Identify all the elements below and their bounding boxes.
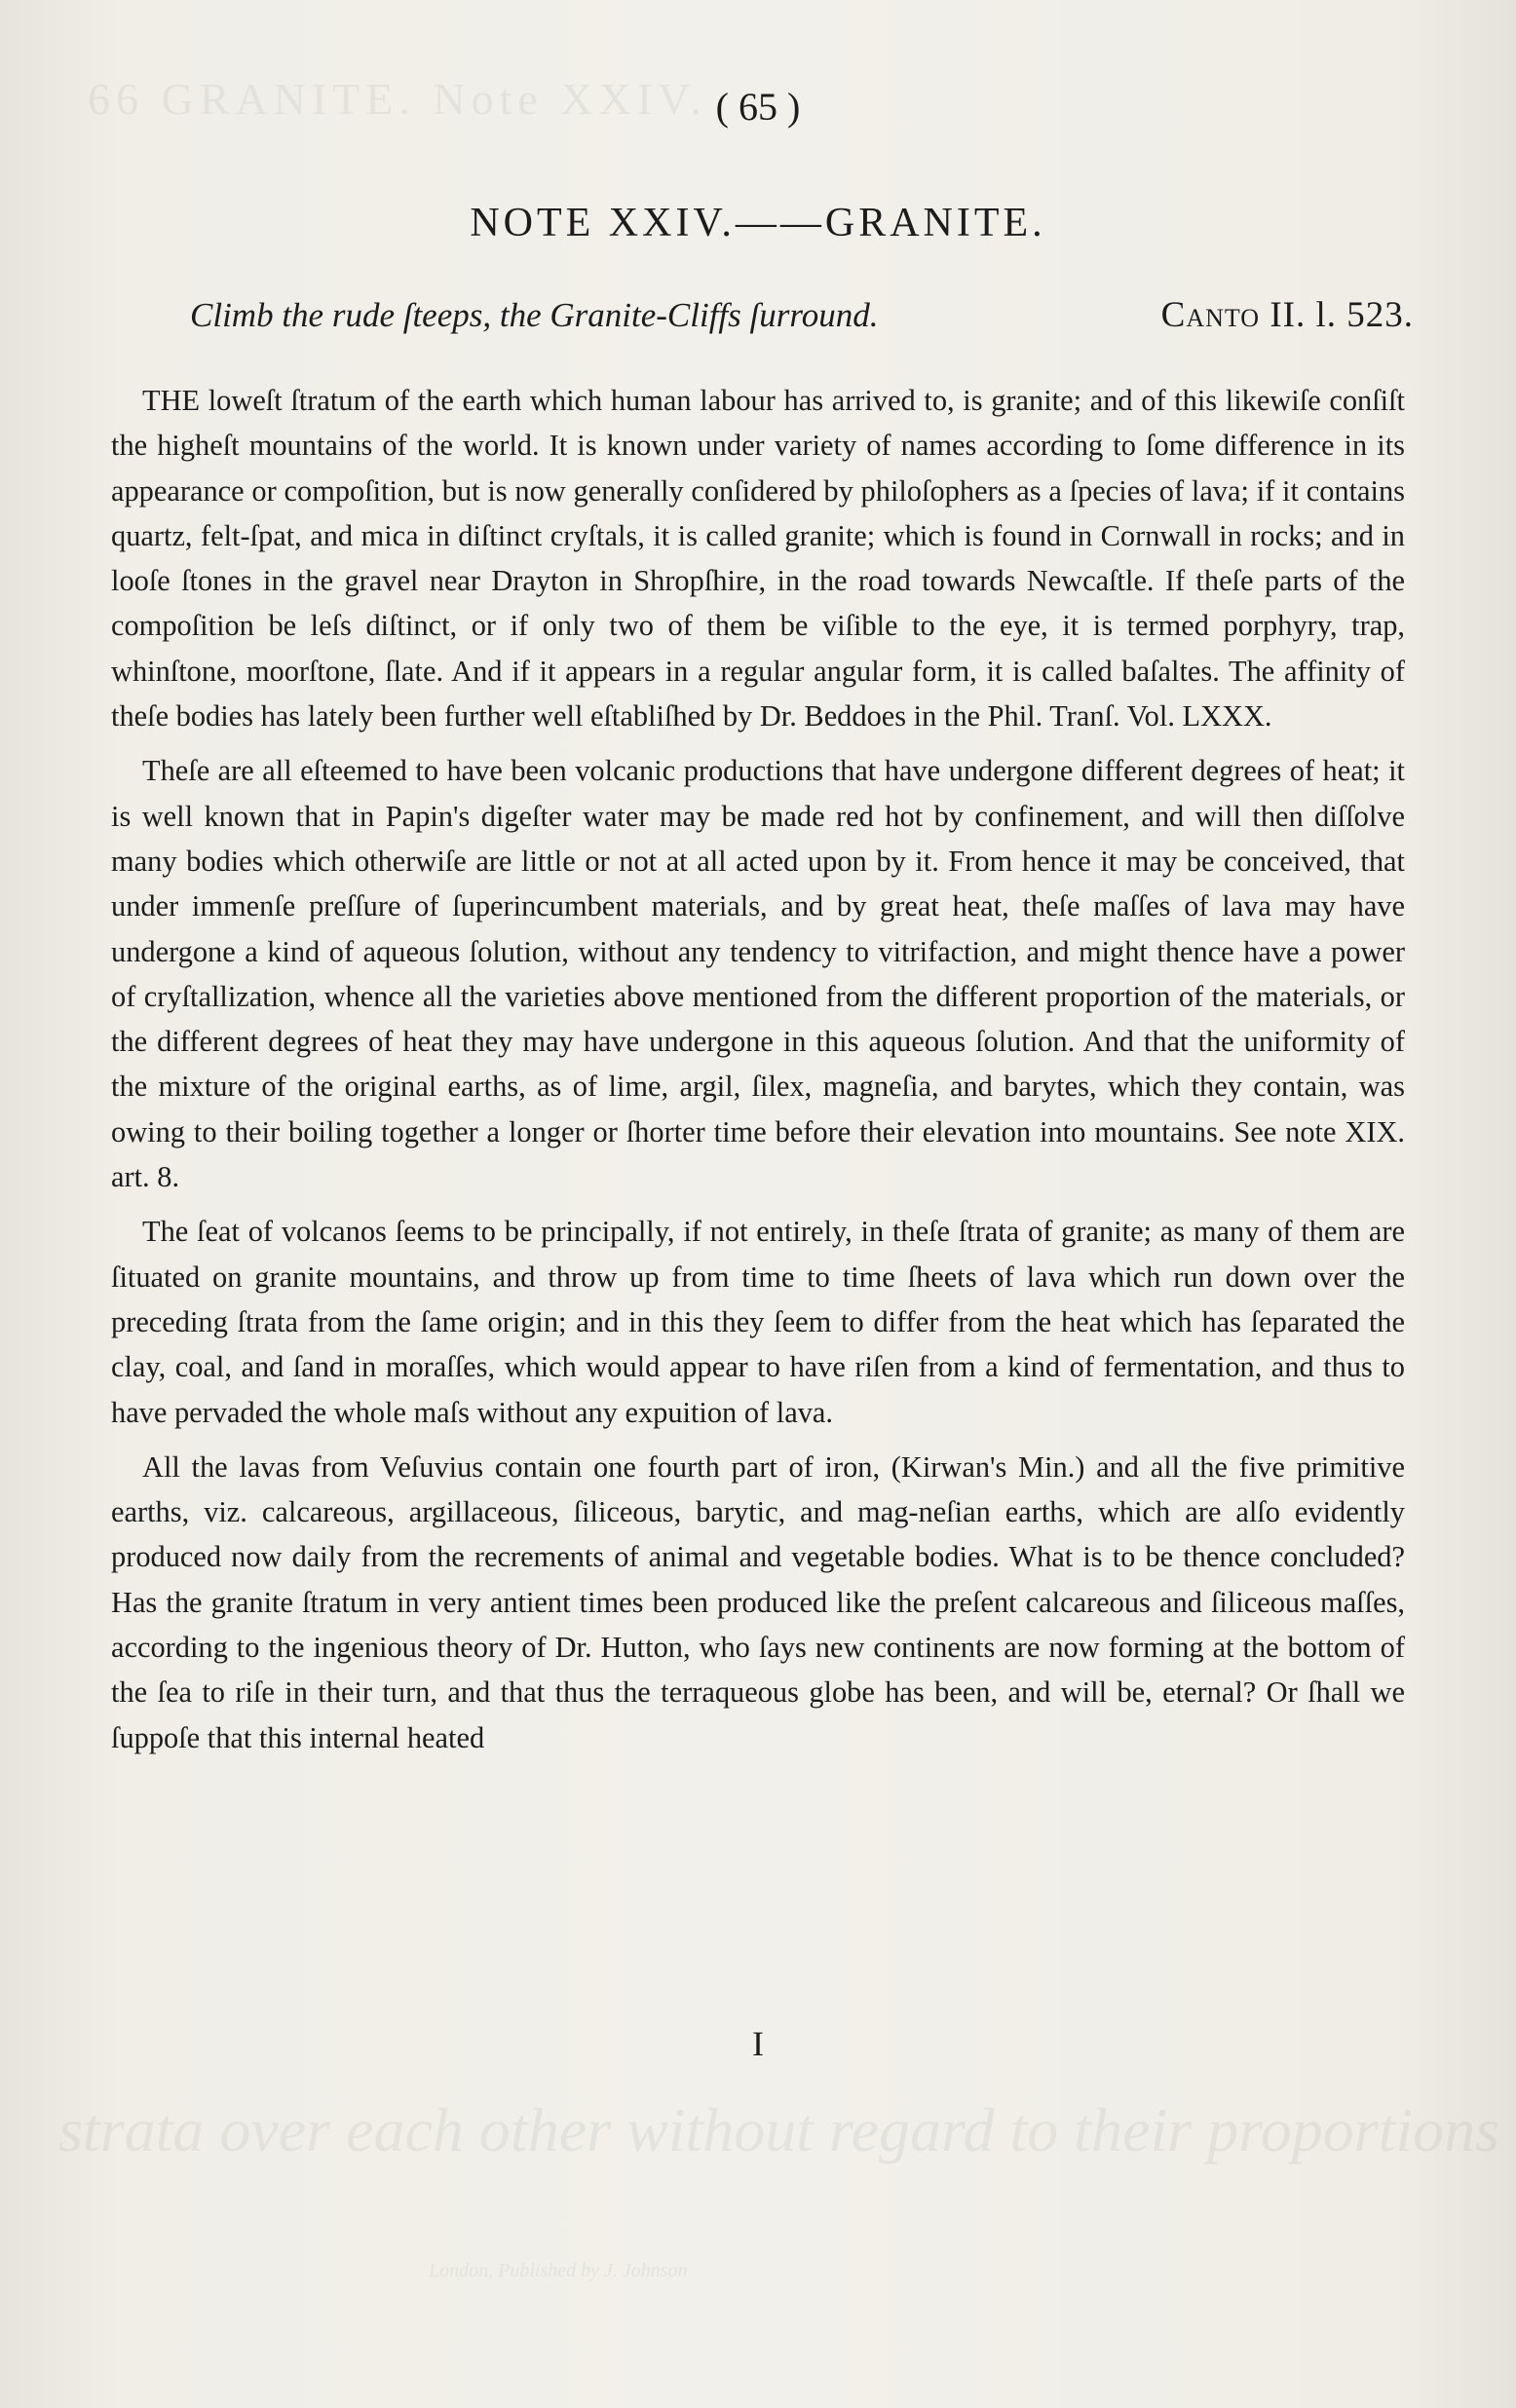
note-body: [111, 378, 1405, 1770]
bleed-through-imprint: London, Published by J. Johnson: [429, 2260, 688, 2281]
paragraph-1: THE loweſt ſtratum of the earth which human labour has arrived to, is granite; and of this likewiſe conſiſt the higheſt mountains of the world. It is known under variety of names according to ſome difference in its appearance or compoſition, but is now generally conſidered by philoſophers as a ſpecies of lava; if it contains quartz, felt-ſpat, and mica in diſtinct cryſtals, it is called granite; which is found in Cornwall in rocks; and in looſe ſtones in the gravel near Drayton in Shropſhire, in the road towards Newcaſtle. If theſe parts of the compoſition be leſs diſtinct, or if only two of them be viſible to the eye, it is termed porphyry, trap, whinſtone, moorſtone, ſlate. And if it appears in a regular angular form, it is called baſaltes. The affinity of theſe bodies has lately been further well eſtabliſhed by Dr. Beddoes in the Phil. Tranſ. Vol. LXXX.: [111, 384, 1405, 734]
paragraph-3: The ſeat of volcanos ſeems to be principally, if not entirely, in theſe ſtrata of granite; as many of them are ſituated on granite mountains, and throw up from time to time ſheets of lava which run down over the preceding ſtrata from the ſame origin; and in this they ſeem to differ from the heat which has ſeparated the clay, coal, and ſand in moraſſes, which would appear to have riſen from a kind of fermentation, and thus to have pervaded the whole maſs without any expuition of lava.: [111, 1215, 1405, 1429]
note-title: NOTE XXIV.——GRANITE.: [470, 201, 1046, 245]
epigraph-quote: Climb the rude ſteeps, the Granite-Cliffs ſurround.: [190, 296, 879, 334]
canto-label: Canto: [1160, 295, 1261, 335]
signature-mark: I: [752, 2024, 764, 2063]
epigraph: [190, 294, 1414, 336]
bleed-through-text: 66 GRANITE. Note XXIV.: [88, 74, 707, 124]
paragraph-2: Theſe are all eſteemed to have been volcanic productions that have undergone different degrees of heat; it is well known that in Papin's digeſter water may be made red hot by confinement, and will then diſſolve many bodies which otherwiſe are little or not at all acted upon by it. From hence it may be conceived, that under immenſe preſſure of ſuperincumbent materials, and by great heat, theſe maſſes of lava may have undergone a kind of aqueous ſolution, without any tendency to vitrifaction, and might thence have a power of cryſtallization, whence all the varieties above mentioned from the different proportion of the materials, or the different degrees of heat they may have undergone in this aqueous ſolution. And that the uniformity of the mixture of the original earths, as of lime, argil, ſilex, magneſia, and barytes, which they contain, was owing to their boiling together a longer or ſhorter time before their elevation into mountains. See note XIX. art. 8.: [111, 754, 1405, 1194]
canto-ref: II. l. 523.: [1270, 295, 1414, 335]
canto-reference: [1161, 294, 1414, 336]
page-number: ( 65 ): [715, 85, 801, 129]
paragraph-4: All the lavas from Veſuvius contain one fourth part of iron, (Kirwan's Min.) and all the five primitive earths, viz. calcareous, argillaceous, ſiliceous, barytic, and mag-neſian earths, which are alſo evidently produced now daily from the recrements of animal and vegetable bodies. What is to be thence concluded? Has the granite ſtratum in very antient times been produced like the preſent calcareous and ſiliceous maſſes, according to the ingenious theory of Dr. Hutton, who ſays new continents are now forming at the bottom of the ſea to riſe in their turn, and that thus the terraqueous globe has been, and will be, eternal? Or ſhall we ſuppoſe that this internal heated: [111, 1449, 1405, 1754]
bleed-through-handwriting: strata over each other without regard to their proportions: [58, 2095, 1500, 2164]
